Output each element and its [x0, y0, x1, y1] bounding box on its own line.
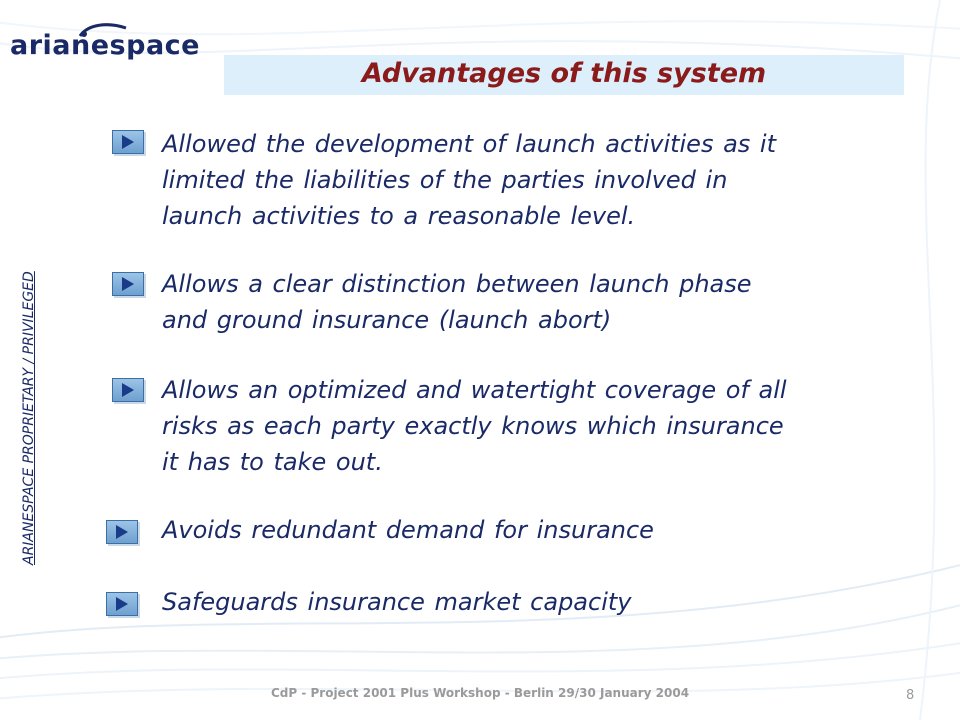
list-item: Allows a clear distinction between launch phase and ground insurance (launch abort): [162, 270, 752, 334]
list-item: Allows an optimized and watertight coverage of all risks as each party exactly knows which insurance it has to take out.: [162, 376, 787, 476]
bullet-arrow-icon: [106, 520, 138, 544]
bullet-arrow-icon: [112, 130, 144, 154]
page-title: Advantages of this system: [361, 58, 767, 89]
arianespace-logo: arianespace: [10, 30, 200, 61]
list-item: Safeguards insurance market capacity: [162, 588, 632, 616]
footer: CdP - Project 2001 Plus Workshop - Berlin 29/30 January 2004: [270, 686, 690, 700]
bullet-arrow-icon: [106, 592, 138, 616]
list-item: Allowed the development of launch activities as it limited the liabilities of the parties involved in launch activities to a reasonable level.: [162, 130, 776, 230]
page-number: 8: [906, 688, 915, 703]
bullet-arrow-icon: [112, 272, 144, 296]
proprietary-side-label: ARIANESPACE PROPRIETARY / PRIVILEGED: [21, 271, 37, 565]
bullet-arrow-icon: [112, 378, 144, 402]
list-item: Avoids redundant demand for insurance: [162, 516, 654, 544]
